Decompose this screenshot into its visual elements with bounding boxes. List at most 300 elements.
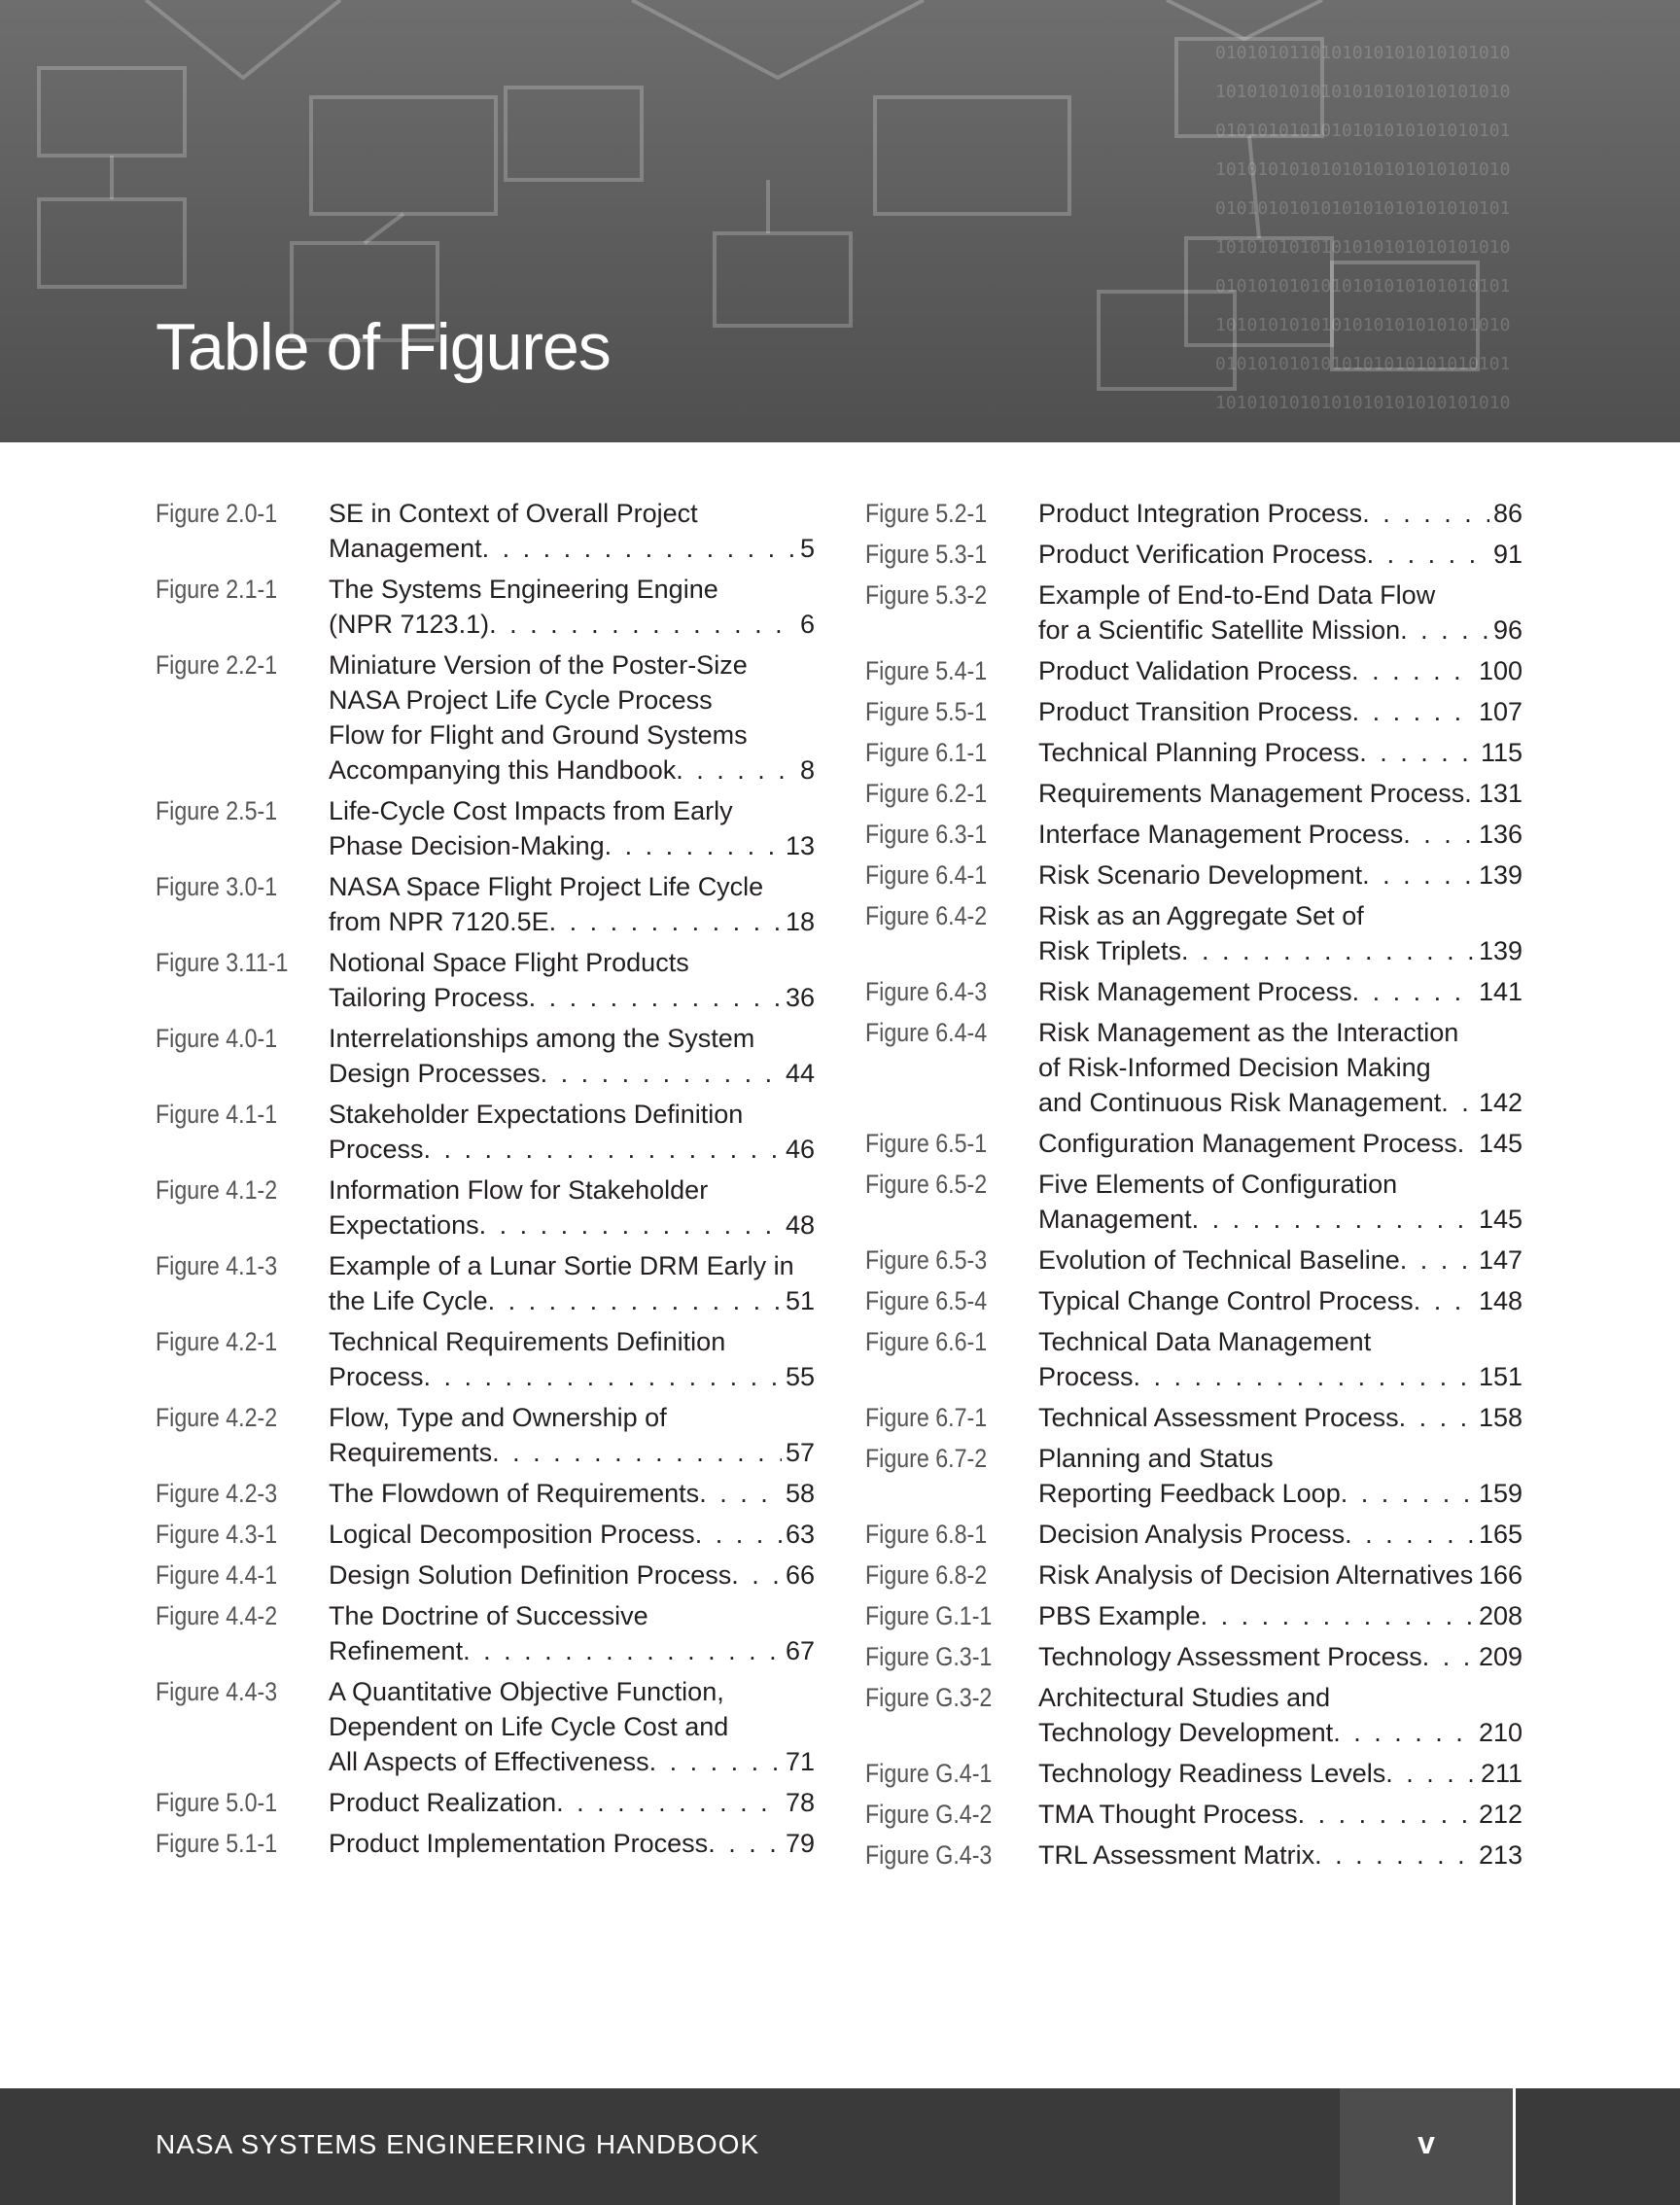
svg-text:0101010101010101010101010101: 0101010101010101010101010101 — [1215, 121, 1511, 141]
figure-number: Figure 5.1-1 — [156, 1829, 278, 1858]
figure-title-last-line — [1038, 1838, 1522, 1872]
page-reference: 79 — [785, 1829, 815, 1858]
dot-leader — [1201, 1598, 1475, 1633]
figure-entry[interactable] — [865, 537, 1522, 572]
figure-title-text: Design Processes — [329, 1059, 541, 1088]
figure-title-text: Process — [1038, 1362, 1134, 1391]
figure-title — [1038, 898, 1522, 968]
figure-title — [329, 1785, 815, 1820]
figure-title — [1038, 1015, 1522, 1120]
dot-leader — [649, 1744, 782, 1779]
figure-title-text: (NPR 7123.1) — [329, 610, 490, 639]
figure-title-line: Flow for Flight and Ground Systems — [329, 720, 748, 750]
figure-title-last-line — [1038, 1202, 1522, 1237]
page-reference: 210 — [1478, 1718, 1522, 1747]
figure-title-last-line — [1038, 817, 1522, 852]
figure-title-last-line — [1038, 496, 1522, 531]
figure-title-last-line — [1038, 776, 1522, 811]
figure-title-last-line — [1038, 1639, 1522, 1674]
figure-number: Figure 6.3-1 — [865, 820, 988, 849]
figure-title-text: Process — [329, 1362, 424, 1391]
figure-title — [1038, 1441, 1522, 1511]
figure-title-line: NASA Project Life Cycle Process — [329, 685, 713, 715]
figure-title-line: Five Elements of Configuration — [1038, 1170, 1398, 1199]
figure-title-text: Configuration Management Process — [1038, 1129, 1457, 1158]
figure-number: Figure 4.1-1 — [156, 1100, 278, 1129]
figure-number: Figure 6.4-3 — [865, 977, 988, 1006]
figure-number: Figure 6.4-4 — [865, 1018, 988, 1047]
figure-title — [329, 1021, 815, 1091]
page-reference: 71 — [785, 1747, 815, 1776]
page-reference: 141 — [1478, 977, 1522, 1006]
figure-number: Figure 6.8-1 — [865, 1520, 988, 1549]
figure-title-text: Tailoring Process — [329, 983, 529, 1012]
figure-title-last-line — [1038, 1359, 1522, 1394]
page-reference: 147 — [1478, 1245, 1522, 1275]
figure-title — [329, 945, 815, 1015]
figure-entry[interactable] — [865, 735, 1522, 770]
figure-title-line: Example of End-to-End Data Flow — [1038, 580, 1436, 610]
page-reference: 115 — [1480, 738, 1522, 767]
figure-title-last-line — [1038, 1085, 1522, 1120]
page-number-box — [1340, 2088, 1516, 2205]
page-reference: 13 — [785, 831, 815, 860]
figure-number: Figure 4.4-1 — [156, 1560, 278, 1590]
figure-entry[interactable] — [156, 1558, 815, 1592]
figure-title-line: of Risk-Informed Decision Making — [1038, 1053, 1431, 1082]
figure-title-last-line — [1038, 1715, 1522, 1750]
page-reference: 36 — [785, 983, 815, 1012]
dot-leader — [1345, 1517, 1475, 1552]
dot-leader — [1134, 1359, 1475, 1394]
page-reference: 67 — [785, 1636, 815, 1665]
figure-title-text: Reporting Feedback Loop — [1038, 1479, 1341, 1508]
figure-entry[interactable] — [865, 1598, 1522, 1633]
figure-entry[interactable] — [865, 1167, 1522, 1237]
figure-entry[interactable] — [865, 1838, 1522, 1872]
page-reference: 107 — [1478, 697, 1522, 726]
dot-leader — [1414, 1283, 1475, 1318]
figure-entry[interactable] — [865, 1242, 1522, 1278]
dot-leader — [1399, 1400, 1475, 1435]
page-reference: 139 — [1478, 860, 1522, 890]
page-reference: 148 — [1478, 1286, 1522, 1315]
header-banner — [0, 0, 1680, 442]
figure-title-text: Logical Decomposition Process — [329, 1520, 695, 1549]
dot-leader — [479, 1208, 782, 1242]
figure-entry[interactable] — [156, 572, 815, 642]
figure-title-last-line — [329, 1517, 815, 1552]
figure-entry[interactable] — [156, 869, 815, 939]
figure-number: Figure 6.5-3 — [865, 1245, 988, 1275]
dot-leader — [1192, 1202, 1475, 1237]
figure-title-line: Flow, Type and Ownership of — [329, 1403, 667, 1432]
figure-entry[interactable] — [156, 793, 815, 863]
figure-title — [329, 869, 815, 939]
dot-leader — [1333, 1715, 1475, 1750]
figure-title-text: Requirements Management Process — [1038, 779, 1465, 808]
figure-title-line: Technical Data Management — [1038, 1327, 1372, 1356]
figure-title-line: The Systems Engineering Engine — [329, 575, 718, 604]
figure-number: Figure 5.3-2 — [865, 580, 988, 610]
figure-title-last-line — [329, 1283, 815, 1318]
figure-title — [1038, 1400, 1522, 1435]
figure-title-last-line — [1038, 1126, 1522, 1161]
figure-entry[interactable] — [865, 776, 1522, 811]
figure-title-last-line — [329, 1826, 815, 1861]
figure-number: Figure G.4-2 — [865, 1800, 993, 1829]
figure-title — [329, 496, 815, 566]
figure-entry[interactable] — [865, 1756, 1522, 1791]
figure-entry[interactable] — [156, 1097, 815, 1167]
svg-text:0101010101010101010101010101: 0101010101010101010101010101 — [1215, 354, 1511, 374]
figure-entry[interactable] — [156, 1826, 815, 1861]
dot-leader — [708, 1826, 782, 1861]
page-reference: 131 — [1478, 779, 1522, 808]
figure-entry[interactable] — [865, 653, 1522, 688]
figure-title-line: Technical Requirements Definition — [329, 1327, 726, 1356]
figure-number: Figure 4.2-2 — [156, 1403, 278, 1432]
figure-title-text: Product Realization — [329, 1788, 557, 1817]
page-reference: 100 — [1478, 656, 1522, 685]
figure-title-line: Dependent on Life Cycle Cost and — [329, 1712, 729, 1741]
svg-text:0101010101010101010101010101: 0101010101010101010101010101 — [1215, 198, 1511, 219]
figure-title-line: Information Flow for Stakeholder — [329, 1175, 709, 1205]
figure-title-text: Risk Triplets — [1038, 936, 1182, 965]
figure-number: Figure 5.2-1 — [865, 499, 988, 528]
figure-title — [1038, 1517, 1522, 1552]
figure-title-last-line — [1038, 1476, 1522, 1511]
figure-entry[interactable] — [865, 1324, 1522, 1394]
figure-title-last-line — [1038, 858, 1522, 892]
figures-list-left — [156, 496, 815, 1867]
figure-title — [1038, 578, 1522, 648]
dot-leader — [1441, 1085, 1475, 1120]
page-reference: 145 — [1478, 1205, 1522, 1234]
figure-title — [329, 1826, 815, 1861]
page-reference: 86 — [1492, 499, 1522, 528]
figure-title-text: Process — [329, 1135, 424, 1164]
dot-leader — [1403, 817, 1475, 852]
figure-number: Figure G.3-2 — [865, 1683, 993, 1712]
figure-title-last-line — [1038, 1797, 1522, 1832]
figure-title — [1038, 1756, 1522, 1791]
figure-entry[interactable] — [865, 1517, 1522, 1552]
figure-title — [329, 1248, 815, 1318]
page-title: Table of Figures — [156, 310, 611, 384]
figure-title-line: Architectural Studies and — [1038, 1683, 1331, 1712]
figure-title — [329, 1097, 815, 1167]
page-reference: 142 — [1478, 1088, 1522, 1117]
figure-number: Figure 4.1-2 — [156, 1175, 278, 1205]
dot-leader — [1352, 974, 1475, 1009]
figure-number: Figure 2.2-1 — [156, 650, 278, 680]
page-number: v — [1418, 2125, 1435, 2160]
page-reference: 213 — [1478, 1840, 1522, 1870]
page-reference: 6 — [799, 610, 815, 639]
figure-title-text: from NPR 7120.5E — [329, 907, 549, 936]
figure-title-text: TMA Thought Process — [1038, 1800, 1298, 1829]
page-reference: 55 — [785, 1362, 815, 1391]
figure-title — [329, 1476, 815, 1511]
figure-title-last-line — [329, 1633, 815, 1668]
dot-leader — [529, 980, 782, 1015]
figure-title-last-line — [329, 1785, 815, 1820]
figure-entry[interactable] — [865, 898, 1522, 968]
figure-number: Figure 6.2-1 — [865, 779, 988, 808]
figure-entry[interactable] — [865, 1441, 1522, 1511]
page-reference: 48 — [785, 1210, 815, 1240]
figure-entry[interactable] — [156, 1324, 815, 1394]
figure-number: Figure 5.0-1 — [156, 1788, 278, 1817]
dot-leader — [1314, 1838, 1475, 1872]
figure-number: Figure 6.5-2 — [865, 1170, 988, 1199]
figure-number: Figure 4.4-2 — [156, 1601, 278, 1630]
dot-leader — [482, 531, 796, 566]
figure-title — [329, 572, 815, 642]
footer — [0, 2088, 1680, 2205]
figure-title-line: Planning and Status — [1038, 1444, 1274, 1473]
figures-list-right — [865, 496, 1522, 1878]
figure-entry[interactable] — [865, 1639, 1522, 1674]
dot-leader — [1422, 1639, 1475, 1674]
figure-title — [329, 648, 815, 788]
figure-title-line: SE in Context of Overall Project — [329, 499, 698, 528]
figure-entry[interactable] — [156, 648, 815, 788]
page-reference: 166 — [1478, 1560, 1522, 1590]
figure-number: Figure 3.11-1 — [156, 948, 289, 977]
figure-entry[interactable] — [865, 817, 1522, 852]
figure-title-text: Expectations — [329, 1210, 479, 1240]
figure-title-last-line — [329, 1744, 815, 1779]
figure-entry[interactable] — [156, 1172, 815, 1242]
figure-number: Figure 5.3-1 — [865, 540, 988, 569]
figure-number: Figure 4.2-3 — [156, 1479, 278, 1508]
figure-title — [1038, 1797, 1522, 1832]
figure-entry[interactable] — [156, 1248, 815, 1318]
figure-title-last-line — [329, 828, 815, 863]
figure-entry[interactable] — [156, 496, 815, 566]
figure-title — [329, 1400, 815, 1470]
figure-title — [1038, 1838, 1522, 1872]
dot-leader — [1359, 735, 1477, 770]
figure-entry[interactable] — [156, 1517, 815, 1552]
figure-title-last-line — [1038, 537, 1522, 572]
figure-title — [329, 1324, 815, 1394]
figure-title — [1038, 1167, 1522, 1237]
dot-leader — [605, 828, 782, 863]
figure-number: Figure 4.0-1 — [156, 1024, 278, 1053]
figure-entry[interactable] — [156, 1476, 815, 1511]
figure-title — [1038, 974, 1522, 1009]
figure-title — [1038, 817, 1522, 852]
figure-entry[interactable] — [156, 1598, 815, 1668]
figure-number: Figure 4.2-1 — [156, 1327, 278, 1356]
figure-entry[interactable] — [865, 1015, 1522, 1120]
dot-leader — [731, 1558, 782, 1592]
figure-title-last-line — [329, 531, 815, 566]
dot-leader — [1367, 537, 1489, 572]
figure-title-last-line — [1038, 612, 1522, 648]
figure-number: Figure 6.4-1 — [865, 860, 988, 890]
figure-number: Figure 5.5-1 — [865, 697, 988, 726]
dot-leader — [1298, 1797, 1475, 1832]
figure-title-text: Typical Change Control Process — [1038, 1286, 1414, 1315]
figure-number: Figure 4.3-1 — [156, 1520, 278, 1549]
dot-leader — [463, 1633, 782, 1668]
page-reference: 46 — [785, 1135, 815, 1164]
page-reference: 209 — [1478, 1642, 1522, 1671]
page-reference: 136 — [1478, 820, 1522, 849]
figure-title — [1038, 653, 1522, 688]
figure-entry[interactable] — [156, 1400, 815, 1470]
figure-title-last-line — [329, 1132, 815, 1167]
figure-number: Figure 6.1-1 — [865, 738, 988, 767]
figure-title-line: Life-Cycle Cost Impacts from Early — [329, 796, 733, 825]
figure-title-text: Requirements — [329, 1438, 493, 1467]
page-reference: 63 — [785, 1520, 815, 1549]
figure-title — [1038, 496, 1522, 531]
figure-title — [329, 1598, 815, 1668]
figure-number: Figure 6.8-2 — [865, 1560, 988, 1590]
figure-entry[interactable] — [865, 858, 1522, 892]
page-reference: 158 — [1478, 1403, 1522, 1432]
figure-number: Figure 2.1-1 — [156, 575, 278, 604]
figure-title — [1038, 1324, 1522, 1394]
dot-leader — [1181, 933, 1475, 968]
figure-title-last-line — [329, 1056, 815, 1091]
figure-entry[interactable] — [865, 1400, 1522, 1435]
figure-title-last-line — [329, 607, 815, 642]
page-reference: 44 — [785, 1059, 815, 1088]
svg-text:0101010101010101010101010101: 0101010101010101010101010101 — [1215, 276, 1511, 297]
figure-entry[interactable] — [156, 1785, 815, 1820]
dot-leader — [1352, 694, 1475, 729]
figure-entry[interactable] — [865, 1797, 1522, 1832]
figure-title — [1038, 1680, 1522, 1750]
figure-entry[interactable] — [156, 1674, 815, 1779]
page-reference: 151 — [1478, 1362, 1522, 1391]
figure-title — [329, 1558, 815, 1592]
figure-number: Figure 6.6-1 — [865, 1327, 988, 1356]
dot-leader — [549, 904, 782, 939]
figure-number: Figure 6.7-2 — [865, 1444, 988, 1473]
figure-title-last-line — [1038, 653, 1522, 688]
figure-entry[interactable] — [865, 578, 1522, 648]
figure-title-text: Decision Analysis Process — [1038, 1520, 1346, 1549]
figure-entry[interactable] — [865, 1283, 1522, 1318]
figure-title-last-line — [329, 1435, 815, 1470]
figure-title — [329, 793, 815, 863]
figure-number: Figure 2.0-1 — [156, 499, 278, 528]
figure-title-last-line — [1038, 974, 1522, 1009]
figure-title-last-line — [1038, 694, 1522, 729]
figure-title — [329, 1172, 815, 1242]
figure-title — [1038, 1639, 1522, 1674]
svg-text:1010101010101010101010101010: 1010101010101010101010101010 — [1215, 237, 1511, 258]
figure-title-text: Technology Readiness Levels — [1038, 1759, 1386, 1788]
figure-title-last-line — [1038, 933, 1522, 968]
figure-title-line: Example of a Lunar Sortie DRM Early in — [329, 1251, 794, 1280]
dot-leader — [1457, 1126, 1475, 1161]
page-reference: 139 — [1478, 936, 1522, 965]
figure-title-text: Product Implementation Process — [329, 1829, 709, 1858]
figure-title-text: Technical Assessment Process — [1038, 1403, 1399, 1432]
figure-title-last-line — [329, 1208, 815, 1242]
figure-entry[interactable] — [865, 974, 1522, 1009]
figure-title-text: Accompanying this Handbook — [329, 755, 677, 785]
svg-text:1010101010101010101010101010: 1010101010101010101010101010 — [1215, 82, 1511, 102]
figure-title — [1038, 694, 1522, 729]
svg-text:1010101010101010101010101010: 1010101010101010101010101010 — [1215, 393, 1511, 413]
figure-title-text: Risk Analysis of Decision Alternatives — [1038, 1560, 1474, 1590]
page-reference: 159 — [1478, 1479, 1522, 1508]
figure-number: Figure 6.4-2 — [865, 901, 988, 930]
figure-number: Figure G.1-1 — [865, 1601, 993, 1630]
figure-number: Figure G.4-3 — [865, 1840, 993, 1870]
figure-title-text: Product Integration Process — [1038, 499, 1363, 528]
figure-title-last-line — [1038, 1558, 1522, 1592]
figure-title-text: Product Validation Process — [1038, 656, 1352, 685]
figure-title — [329, 1674, 815, 1779]
figure-number: Figure 2.5-1 — [156, 796, 278, 825]
figure-title-last-line — [329, 752, 815, 788]
figure-number: Figure 4.1-3 — [156, 1251, 278, 1280]
dot-leader — [699, 1476, 782, 1511]
figure-entry[interactable] — [865, 496, 1522, 531]
figure-title — [1038, 858, 1522, 892]
figure-title-text: Technology Development — [1038, 1718, 1334, 1747]
figure-number: Figure 6.5-4 — [865, 1286, 988, 1315]
figure-title-text: Phase Decision-Making — [329, 831, 605, 860]
figure-title-text: Management — [329, 534, 482, 563]
page-reference: 57 — [785, 1438, 815, 1467]
figure-title — [1038, 1283, 1522, 1318]
figure-title-text: and Continuous Risk Management — [1038, 1088, 1442, 1117]
figure-entry[interactable] — [865, 1126, 1522, 1161]
page-reference: 78 — [785, 1788, 815, 1817]
figure-title-line: Stakeholder Expectations Definition — [329, 1100, 744, 1129]
figure-title-last-line — [1038, 1517, 1522, 1552]
figure-title-text: TRL Assessment Matrix — [1038, 1840, 1315, 1870]
figure-title-text: Product Transition Process — [1038, 697, 1352, 726]
figure-title-text: Interface Management Process — [1038, 820, 1404, 849]
figure-entry[interactable] — [865, 694, 1522, 729]
figure-entry[interactable] — [156, 1021, 815, 1091]
figure-entry[interactable] — [156, 945, 815, 1015]
dot-leader — [541, 1056, 782, 1091]
dot-leader — [492, 1435, 782, 1470]
svg-text:1010101010101010101010101010: 1010101010101010101010101010 — [1215, 315, 1511, 335]
figure-entry[interactable] — [865, 1680, 1522, 1750]
figure-title — [1038, 1598, 1522, 1633]
dot-leader — [556, 1785, 782, 1820]
figure-title-text: for a Scientific Satellite Mission — [1038, 615, 1401, 645]
page-reference: 208 — [1478, 1601, 1522, 1630]
svg-text:0101010110101010101010101010: 0101010110101010101010101010 — [1215, 43, 1511, 63]
footer-title: NASA SYSTEMS ENGINEERING HANDBOOK — [156, 2129, 760, 2159]
figure-title-last-line — [329, 1476, 815, 1511]
figure-title-line: Miniature Version of the Poster-Size — [329, 650, 748, 680]
svg-text:1010101010101010101010101010: 1010101010101010101010101010 — [1215, 159, 1511, 180]
page-reference: 165 — [1478, 1520, 1522, 1549]
figure-title-line: NASA Space Flight Project Life Cycle — [329, 872, 764, 901]
dot-leader — [424, 1132, 782, 1167]
figure-title-text: the Life Cycle — [329, 1286, 488, 1315]
figure-title-text: PBS Example — [1038, 1601, 1201, 1630]
figure-entry[interactable] — [865, 1558, 1522, 1592]
figure-title-last-line — [1038, 1283, 1522, 1318]
